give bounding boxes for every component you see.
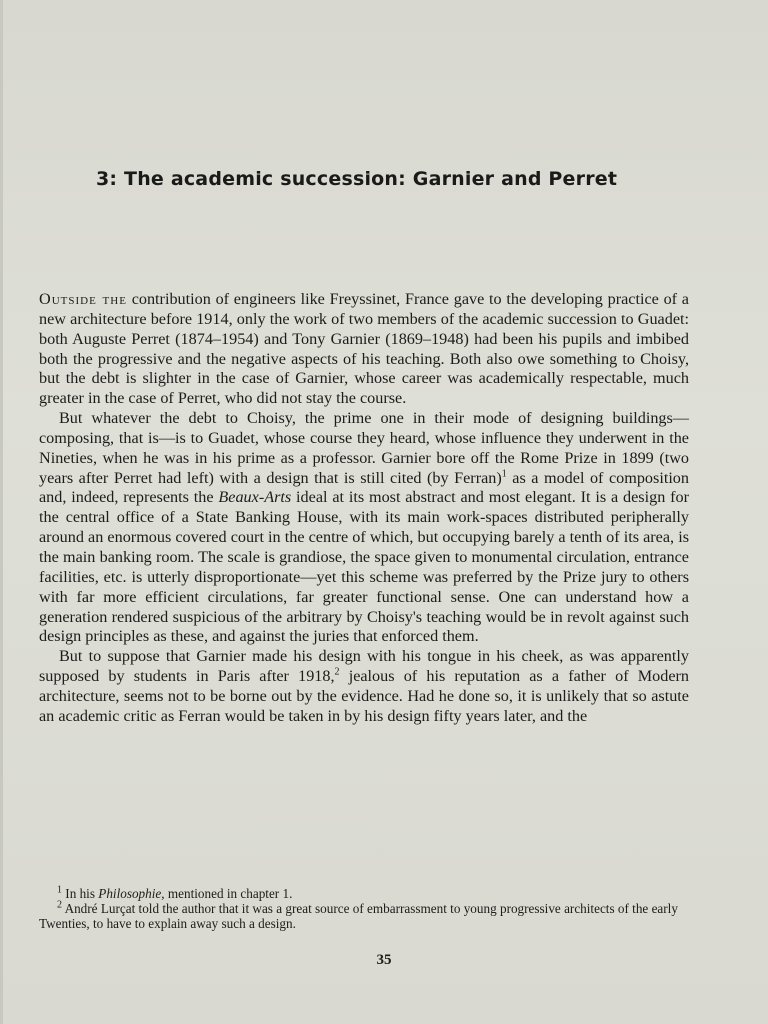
page-number: 35 — [376, 952, 392, 968]
paragraph-3 — [39, 647, 689, 726]
footnote-2-text: André Lurçat told the author that it was a great source of embarrassment to young progressive architects of the early Twenties, to have to explain away such a design. — [39, 901, 678, 931]
italic-term: Beaux-Arts — [218, 488, 292, 507]
footnote-1-text-a: In his — [62, 886, 99, 901]
paragraph-3-text-b: jealous of his reputation as a father of Modern architecture, seems not to be borne out by the evidence. Had he done so, it is unlikely that so astute an academic critic as Ferran would be taken in by his design fifty years later, and the — [39, 667, 690, 725]
footnote-1 — [39, 886, 689, 901]
paragraph-3-text-a: But to suppose that Garnier made his design with his tongue in his cheek, as was apparently supposed by students in Paris after 1918, — [39, 647, 689, 686]
footnote-mark-2: 2 — [57, 899, 62, 911]
paragraph-2-text-b: as a model of composition and, indeed, represents the — [39, 468, 689, 507]
footnote-ref-2: 2 — [334, 666, 340, 678]
paragraph-2-text-c: ideal at its most abstract and most elegant. It is a design for the central office of a State Banking House, with its main work-spaces distributed peripherally around an enormous covered court in the centre of which, but occupying barely a tenth of its area, is the main banking room. The scale is grandiose, the space given to monumental circulation, entrance facilities, etc. is utterly disproportionate—yet this scheme was preferred by the Prize jury to others with far more efficient circulations, far greater functional sense. One can understand how a generation rendered suspicious of the arbitrary by Choisy's teaching would be in revolt against such design principles as these, and against the juries that enforced them. — [39, 488, 689, 646]
chapter-title: 3: The academic succession: Garnier and Perret — [96, 168, 618, 190]
paragraph-2-text-a: But whatever the debt to Choisy, the prime one in their mode of designing buildings—composing, that is—is to Guadet, whose course they heard, whose influence they underwent in the Nineties, when he was in his prime as a professor. Garnier bore off the Rome Prize in 1899 (two years after Perret had left) with a design that is still cited (by Ferran) — [39, 409, 689, 487]
footnote-1-text-b: , mentioned in chapter 1. — [161, 886, 293, 901]
paragraph-2 — [39, 409, 689, 647]
body-text — [39, 290, 689, 727]
footnotes — [39, 886, 689, 931]
paragraph-1 — [39, 290, 689, 409]
paragraph-1-text: contribution of engineers like Freyssinet, France gave to the developing practice of a new architecture before 1914, only the work of two members of the academic succession to Guadet: both Auguste Perret (1874–1954) and Tony Garnier (1869–1948) had been his pupils and imbibed both the progressive and the negative aspects of his teaching. Both also owe something to Choisy, but the debt is slighter in the case of Garnier, whose career was academically respectable, much greater in the case of Perret, who did not stay the course. — [39, 290, 689, 408]
footnote-ref-1: 1 — [501, 468, 507, 480]
page-edge — [0, 0, 3, 1024]
footnote-mark-1: 1 — [57, 884, 62, 896]
footnote-1-italic: Philosophie — [98, 886, 162, 901]
footnote-2 — [39, 901, 689, 931]
lead-in-small-caps: Outside the — [39, 290, 127, 308]
